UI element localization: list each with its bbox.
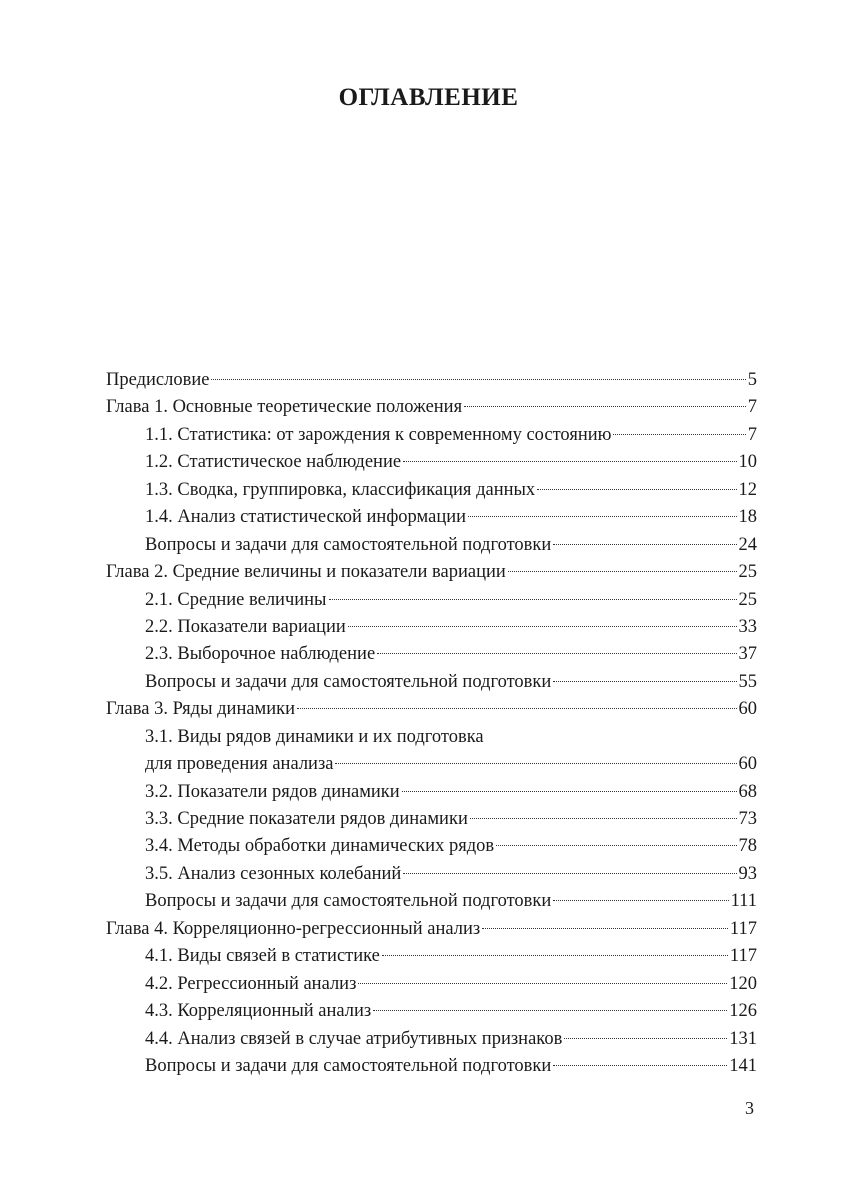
dot-leader [402, 791, 737, 792]
dot-leader [496, 845, 736, 846]
dot-leader [403, 873, 736, 874]
toc-entry[interactable] [106, 751, 757, 778]
toc-entry-page: 111 [730, 891, 757, 912]
dot-leader [537, 489, 736, 490]
dot-leader [482, 928, 728, 929]
dot-leader [553, 1065, 727, 1066]
toc-entry-page: 126 [729, 1001, 757, 1022]
toc-entry-title: 2.3. Выборочное наблюдение [145, 644, 376, 665]
dot-leader [348, 626, 737, 627]
dot-leader [470, 818, 737, 819]
toc-entry-title: 1.4. Анализ статистической информации [145, 507, 467, 528]
toc-entry[interactable] [106, 614, 757, 641]
toc-entry-title: Вопросы и задачи для самостоятельной подготовки [145, 534, 552, 555]
toc-entry[interactable] [106, 449, 757, 476]
toc-entry-page: 93 [738, 863, 757, 884]
toc-entry[interactable] [106, 587, 757, 614]
dot-leader [564, 1038, 727, 1039]
toc-entry-title: Глава 1. Основные теоретические положения [106, 397, 463, 418]
toc-entry-title: 4.3. Корреляционный анализ [145, 1001, 372, 1022]
toc-entry-page: 120 [729, 973, 757, 994]
dot-leader [553, 681, 736, 682]
toc-entry-page: 60 [738, 754, 757, 775]
dot-leader [377, 653, 736, 654]
toc-entry[interactable] [106, 559, 757, 586]
dot-leader [403, 461, 736, 462]
toc-entry-page: 141 [729, 1055, 757, 1076]
toc-entry-page: 78 [738, 836, 757, 857]
toc-entry[interactable] [106, 724, 757, 751]
toc-entry-title: 3.5. Анализ сезонных колебаний [145, 863, 402, 884]
toc-entry-title: 3.3. Средние показатели рядов динамики [145, 809, 468, 829]
toc-entry[interactable] [106, 669, 757, 696]
toc-entry[interactable] [106, 394, 757, 421]
toc-entry[interactable] [106, 861, 757, 888]
toc-entry-page: 7 [747, 397, 757, 418]
toc-entry[interactable] [106, 833, 757, 860]
dot-leader [613, 434, 745, 435]
toc-entry[interactable] [106, 504, 757, 531]
toc-entry-title: для проведения анализа [145, 754, 334, 775]
toc-entry[interactable] [106, 696, 757, 723]
toc-entry[interactable] [106, 367, 757, 394]
toc-entry-title: 1.1. Статистика: от зарождения к современному состоянию [145, 424, 612, 445]
table-of-contents [106, 367, 757, 1080]
toc-entry-page: 131 [729, 1028, 757, 1049]
dot-leader [464, 406, 746, 407]
dot-leader [211, 379, 745, 380]
toc-entry-title: Вопросы и задачи для самостоятельной подготовки [145, 671, 552, 692]
toc-entry-title: 2.2. Показатели вариации [145, 616, 346, 637]
toc-entry-page: 117 [729, 918, 757, 939]
toc-entry[interactable] [106, 422, 757, 449]
toc-entry-title: 4.4. Анализ связей в случае атрибутивных признаков [145, 1028, 563, 1049]
toc-entry-page: 55 [738, 671, 757, 692]
toc-entry-page: 117 [729, 946, 757, 967]
dot-leader [329, 599, 737, 600]
dot-leader [358, 983, 727, 984]
toc-entry-title: 3.1. Виды рядов динамики и их подготовка [145, 726, 484, 747]
toc-entry-page: 60 [738, 699, 757, 720]
toc-entry[interactable] [106, 888, 757, 915]
toc-entry-title: 4.2. Регрессионный анализ [145, 973, 357, 994]
toc-entry[interactable] [106, 806, 757, 833]
dot-leader [373, 1010, 727, 1011]
toc-entry[interactable] [106, 641, 757, 668]
toc-entry-title: 3.2. Показатели рядов динамики [145, 781, 400, 802]
dot-leader [468, 516, 736, 517]
dot-leader [335, 763, 736, 764]
toc-entry-page: 37 [738, 644, 757, 665]
dot-leader [508, 571, 737, 572]
toc-entry-title: Предисловие [106, 370, 210, 390]
toc-entry-title: Вопросы и задачи для самостоятельной подготовки [145, 891, 552, 912]
page-title: ОГЛАВЛЕНИЕ [338, 84, 519, 111]
toc-entry-page: 73 [738, 809, 757, 829]
dot-leader [553, 900, 728, 901]
toc-entry-page: 18 [738, 507, 757, 528]
toc-entry-page: 10 [738, 452, 757, 473]
dot-leader [553, 544, 736, 545]
toc-entry-title: Глава 2. Средние величины и показатели вариации [106, 562, 506, 583]
toc-entry[interactable] [106, 477, 757, 504]
toc-entry[interactable] [106, 916, 757, 943]
toc-entry-title: 4.1. Виды связей в статистике [145, 946, 380, 967]
toc-entry[interactable] [106, 1053, 757, 1080]
toc-entry-page: 33 [738, 616, 757, 637]
toc-entry-page: 68 [738, 781, 757, 802]
toc-entry-title: Глава 4. Корреляционно-регрессионный анализ [106, 918, 481, 939]
toc-entry-title: 1.2. Статистическое наблюдение [145, 452, 402, 473]
toc-entry[interactable] [106, 998, 757, 1025]
toc-entry-title: 1.3. Сводка, группировка, классификация данных [145, 479, 536, 500]
dot-leader [382, 955, 728, 956]
toc-entry-page: 5 [747, 370, 757, 390]
toc-entry-page: 7 [747, 424, 757, 445]
dot-leader [297, 708, 736, 709]
toc-entry-page: 24 [738, 534, 757, 555]
page-number: 3 [745, 1098, 754, 1118]
toc-entry[interactable] [106, 971, 757, 998]
toc-entry[interactable] [106, 1026, 757, 1053]
toc-entry[interactable] [106, 532, 757, 559]
toc-entry[interactable] [106, 943, 757, 970]
toc-entry-page: 12 [738, 479, 757, 500]
toc-entry-page: 25 [738, 589, 757, 610]
toc-entry-title: Глава 3. Ряды динамики [106, 699, 296, 720]
toc-entry[interactable] [106, 779, 757, 806]
toc-entry-title: 3.4. Методы обработки динамических рядов [145, 836, 495, 857]
toc-entry-page: 25 [738, 562, 757, 583]
toc-entry-title: Вопросы и задачи для самостоятельной подготовки [145, 1055, 552, 1076]
toc-entry-title: 2.1. Средние величины [145, 589, 327, 610]
